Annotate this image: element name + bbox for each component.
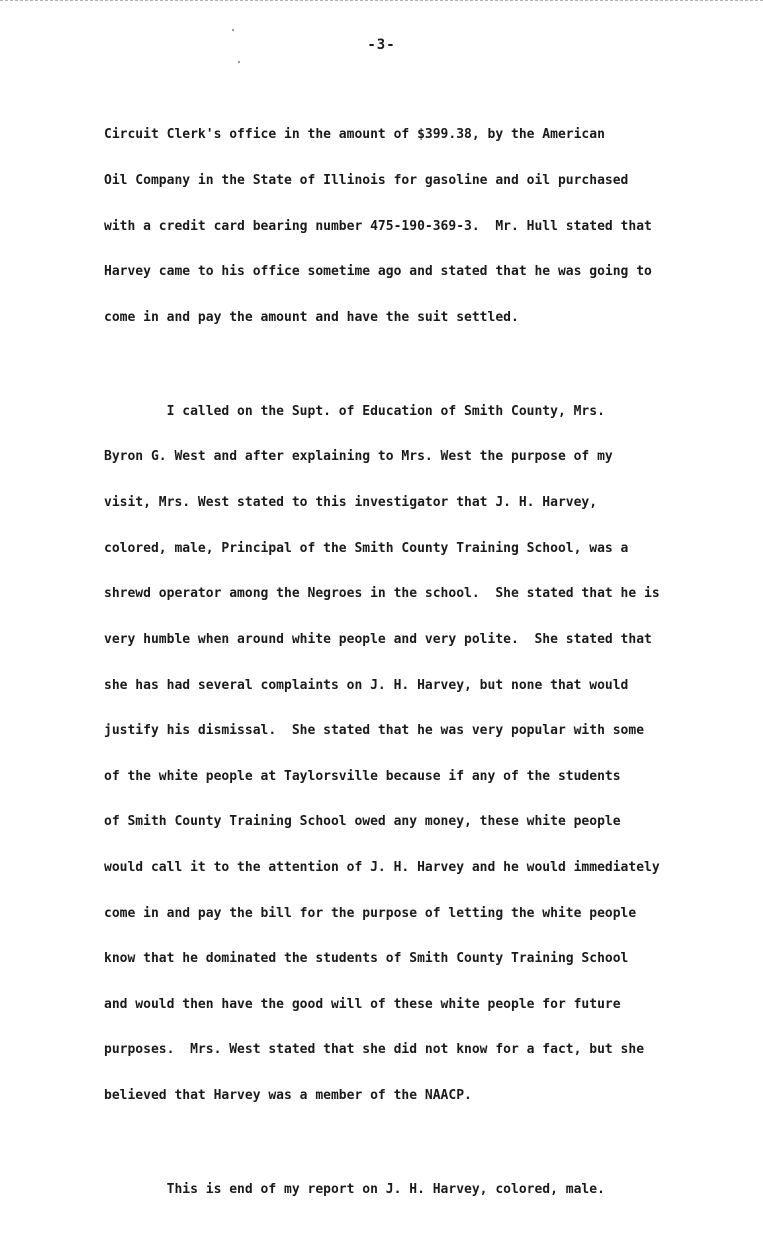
text-line: Circuit Clerk's office in the amount of $399.38, by the American [104,127,605,143]
text-line: Harvey came to his office sometime ago and stated that he was going to [104,264,652,280]
text-line: justify his dismissal. She stated that he was very popular with some [104,723,645,739]
report-body [104,97,754,1246]
paragraph [104,373,754,1133]
text-line: know that he dominated the students of Smith County Training School [104,951,629,967]
text-line: This is end of my report on J. H. Harvey, colored, male. [104,1182,605,1198]
text-line: Byron G. West and after explaining to Mrs. West the purpose of my [104,449,613,465]
text-line: she has had several complaints on J. H. Harvey, but none that would [104,677,629,693]
text-line: shrewd operator among the Negroes in the school. She stated that he is [104,586,660,602]
text-line: I called on the Supt. of Education of Smith County, Mrs. [104,403,605,419]
scan-speck [238,61,240,63]
text-line: purposes. Mrs. West stated that she did not know for a fact, but she [104,1042,645,1058]
page-number: -3- [367,37,396,53]
text-line: Oil Company in the State of Illinois for gasoline and oil purchased [104,173,629,189]
text-line: come in and pay the bill for the purpose of letting the white people [104,905,637,921]
text-line: visit, Mrs. West stated to this investigator that J. H. Harvey, [104,495,598,511]
text-line: believed that Harvey was a member of the NAACP. [104,1088,472,1103]
scan-speck [232,29,234,31]
text-line: very humble when around white people and very polite. She stated that [104,631,652,647]
text-line: colored, male, Principal of the Smith County Training School, was a [104,540,629,556]
text-line: of Smith County Training School owed any money, these white people [104,814,621,830]
paragraph [104,1152,754,1228]
text-line: of the white people at Taylorsville because if any of the students [104,768,621,784]
paragraph [104,97,754,355]
text-line: come in and pay the amount and have the suit settled. [104,309,519,325]
text-line: and would then have the good will of these white people for future [104,996,621,1012]
text-line: would call it to the attention of J. H. Harvey and he would immediately [104,859,660,875]
text-line: with a credit card bearing number 475-190-369-3. Mr. Hull stated that [104,218,652,234]
